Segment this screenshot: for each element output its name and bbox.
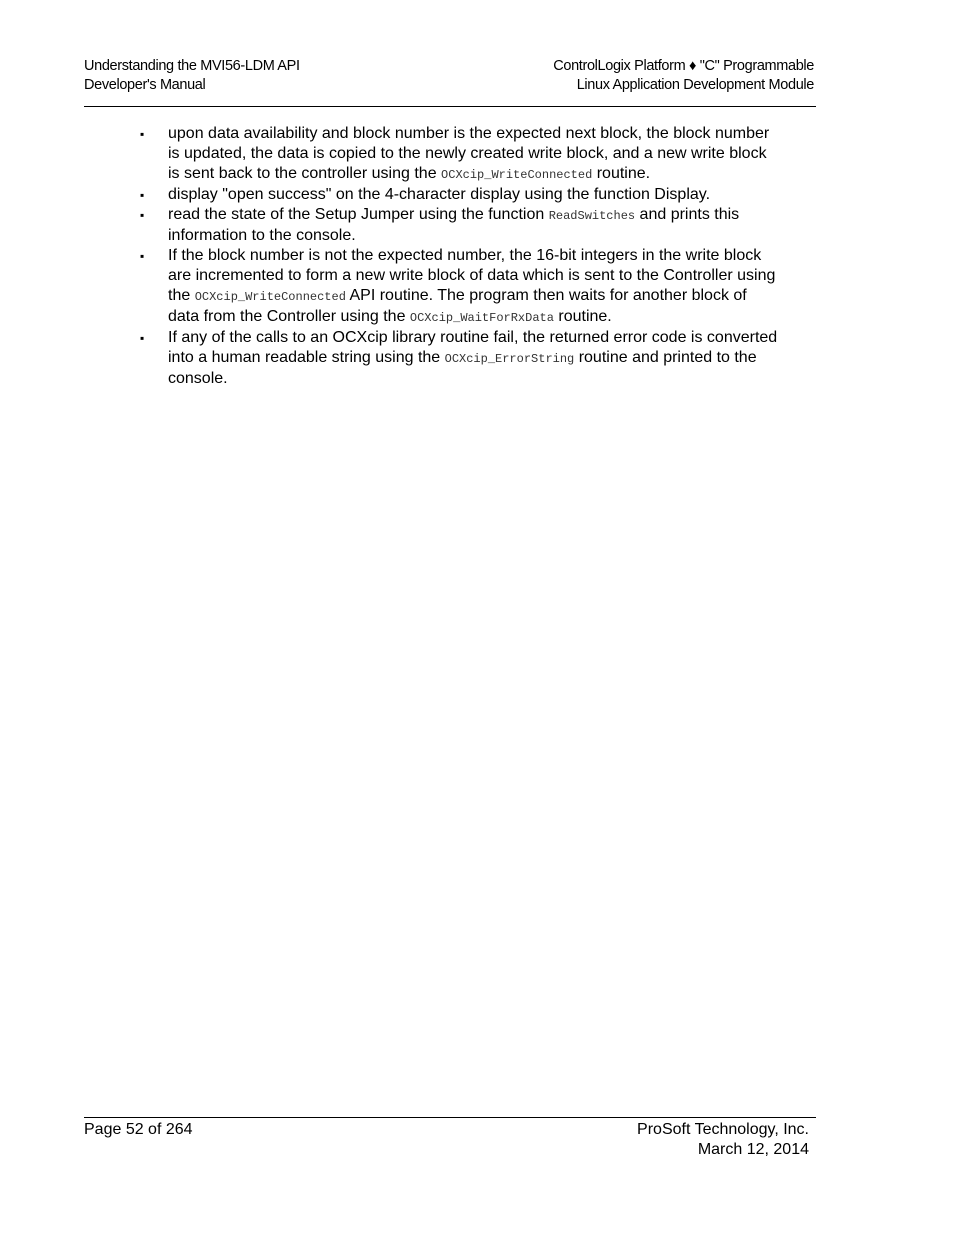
- code-reference: OCXcip_WaitForRxData: [409, 311, 554, 325]
- page-footer: [84, 1117, 816, 1158]
- list-item-text: upon data availability and block number is the expected next block, the block number is updated, the data is copied to the newly created write block, and a new write block is sent back to the controller using the: [168, 125, 770, 182]
- bullet-list: [140, 124, 780, 389]
- platform-title: ControlLogix Platform ♦ "C" Programmable: [553, 58, 814, 74]
- document-title: Understanding the MVI56-LDM API: [84, 58, 300, 74]
- list-item: [140, 124, 780, 185]
- list-item-text: read the state of the Setup Jumper using the function: [168, 206, 549, 223]
- code-reference: ReadSwitches: [548, 209, 636, 223]
- body-content: [140, 124, 780, 389]
- list-item-text: If any of the calls to an OCXcip library routine fail, the returned error code is converted into a human readable string using the: [168, 329, 778, 366]
- bullet-icon: ▪: [140, 188, 145, 202]
- list-item: [140, 328, 780, 389]
- header-right: [553, 57, 814, 95]
- list-item-text: routine and printed to the console.: [168, 349, 757, 387]
- list-item: [140, 246, 780, 328]
- bullet-icon: ▪: [140, 208, 145, 222]
- bullet-icon: ▪: [140, 249, 145, 263]
- list-item: [140, 185, 780, 205]
- code-reference: OCXcip_WriteConnected: [441, 168, 593, 182]
- footer-left: [84, 1120, 193, 1140]
- list-item-text: and prints this information to the console.: [168, 206, 740, 244]
- publication-date: March 12, 2014: [697, 1141, 809, 1158]
- footer-right: [637, 1120, 809, 1160]
- list-item: [140, 205, 780, 246]
- page-number: Page 52 of 264: [84, 1121, 193, 1138]
- code-reference: OCXcip_ErrorString: [444, 352, 575, 366]
- list-item-text: API routine. The program then waits for another block of data from the Controller using the: [168, 287, 747, 325]
- document-subtitle: Developer's Manual: [84, 77, 206, 93]
- bullet-icon: ▪: [140, 331, 145, 345]
- code-reference: OCXcip_WriteConnected: [194, 290, 346, 304]
- header-left: [84, 57, 300, 95]
- list-item-text: routine.: [592, 165, 651, 182]
- list-item-text: If the block number is not the expected number, the 16-bit integers in the write block are incremented to form a new write block of data which is sent to the Controller using the: [168, 247, 776, 304]
- company-name: ProSoft Technology, Inc.: [637, 1121, 809, 1138]
- list-item-text: display "open success" on the 4-character display using the function Display.: [168, 186, 711, 203]
- module-title: Linux Application Development Module: [576, 77, 814, 93]
- list-item-text: routine.: [553, 308, 612, 325]
- bullet-icon: ▪: [140, 127, 145, 141]
- page-header: [84, 57, 816, 107]
